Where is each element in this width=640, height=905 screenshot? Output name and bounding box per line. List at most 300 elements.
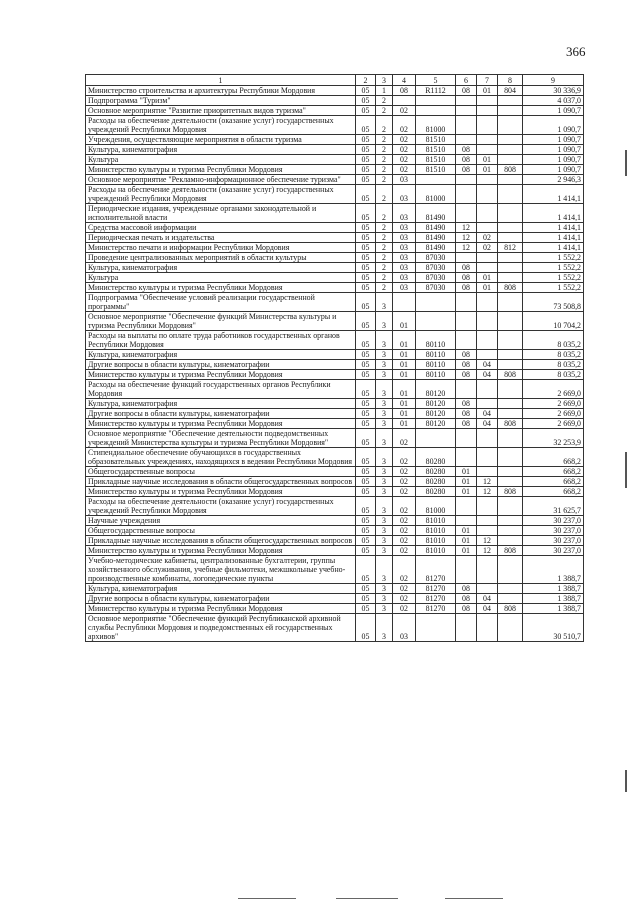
row-amount: 668,2 — [523, 477, 584, 487]
code-subsection: 04 — [477, 360, 498, 370]
code-measure: 08 — [393, 86, 416, 96]
table-row — [86, 556, 584, 584]
row-amount: 668,2 — [523, 487, 584, 497]
code-subsection — [477, 526, 498, 536]
code-subprogram: 3 — [376, 477, 393, 487]
table-row — [86, 467, 584, 477]
code-direction — [416, 312, 456, 331]
code-measure: 02 — [393, 497, 416, 516]
code-subsection — [477, 312, 498, 331]
code-gp: 05 — [356, 350, 376, 360]
code-ministry: 804 — [498, 86, 523, 96]
row-name: Расходы на обеспечение деятельности (оказание услуг) государственных учреждений Республики Мордовия — [86, 497, 356, 516]
code-subprogram: 3 — [376, 419, 393, 429]
table-row — [86, 223, 584, 233]
code-section: 08 — [456, 399, 477, 409]
code-direction: 81490 — [416, 243, 456, 253]
table-row — [86, 155, 584, 165]
row-amount: 1 552,2 — [523, 273, 584, 283]
code-subprogram: 3 — [376, 467, 393, 477]
code-subsection: 04 — [477, 604, 498, 614]
code-subprogram: 3 — [376, 556, 393, 584]
row-name: Учебно-методические кабинеты, централизованные бухгалтерии, группы хозяйственного обслуживания, учебные фильмотеки, межшкольные учебно-производственные комбинаты, логопедические пункты — [86, 556, 356, 584]
table-header-row — [86, 75, 584, 86]
row-name: Проведение централизованных мероприятий в области культуры — [86, 253, 356, 263]
code-subprogram: 3 — [376, 350, 393, 360]
code-subsection: 01 — [477, 283, 498, 293]
code-subprogram: 3 — [376, 584, 393, 594]
code-subsection: 12 — [477, 487, 498, 497]
row-amount: 1 388,7 — [523, 594, 584, 604]
row-amount: 30 237,0 — [523, 546, 584, 556]
code-ministry — [498, 477, 523, 487]
code-measure: 01 — [393, 380, 416, 399]
row-name: Министерство культуры и туризма Республики Мордовия — [86, 370, 356, 380]
row-name: Министерство культуры и туризма Республики Мордовия — [86, 419, 356, 429]
code-gp: 05 — [356, 185, 376, 204]
code-measure: 02 — [393, 546, 416, 556]
table-row — [86, 96, 584, 106]
code-direction — [416, 429, 456, 448]
code-ministry — [498, 233, 523, 243]
code-direction: 87030 — [416, 253, 456, 263]
row-name: Другие вопросы в области культуры, кинематографии — [86, 594, 356, 604]
code-subsection — [477, 106, 498, 116]
row-name: Культура, кинематография — [86, 145, 356, 155]
code-measure: 03 — [393, 614, 416, 642]
code-ministry — [498, 293, 523, 312]
code-gp: 05 — [356, 96, 376, 106]
code-direction — [416, 175, 456, 185]
row-name: Расходы на обеспечение деятельности (оказание услуг) государственных учреждений Республики Мордовия — [86, 185, 356, 204]
bottom-rule — [336, 898, 398, 899]
code-direction: 87030 — [416, 263, 456, 273]
row-amount: 1 552,2 — [523, 283, 584, 293]
row-name: Культура, кинематография — [86, 584, 356, 594]
table-row — [86, 243, 584, 253]
code-section: 08 — [456, 145, 477, 155]
code-measure: 02 — [393, 604, 416, 614]
code-subprogram: 1 — [376, 86, 393, 96]
code-subsection — [477, 223, 498, 233]
row-amount: 1 414,1 — [523, 233, 584, 243]
code-measure: 02 — [393, 487, 416, 497]
code-gp: 05 — [356, 448, 376, 467]
code-measure: 02 — [393, 135, 416, 145]
table-row — [86, 293, 584, 312]
code-subsection — [477, 293, 498, 312]
row-name: Министерство культуры и туризма Республики Мордовия — [86, 546, 356, 556]
code-section — [456, 253, 477, 263]
row-name: Культура, кинематография — [86, 263, 356, 273]
table-row — [86, 273, 584, 283]
code-gp: 05 — [356, 331, 376, 350]
code-ministry — [498, 516, 523, 526]
code-subsection — [477, 448, 498, 467]
table-row — [86, 516, 584, 526]
code-measure: 01 — [393, 409, 416, 419]
column-header-7: 7 — [477, 75, 498, 86]
code-measure: 01 — [393, 360, 416, 370]
code-gp: 05 — [356, 604, 376, 614]
table-row — [86, 536, 584, 546]
column-header-1: 1 — [86, 75, 356, 86]
code-subsection — [477, 135, 498, 145]
code-gp: 05 — [356, 536, 376, 546]
code-ministry — [498, 614, 523, 642]
code-subsection: 02 — [477, 233, 498, 243]
row-name: Основное мероприятие "Развитие приоритетных видов туризма" — [86, 106, 356, 116]
code-subsection — [477, 399, 498, 409]
code-subsection: 01 — [477, 155, 498, 165]
code-subsection — [477, 253, 498, 263]
code-direction: 81270 — [416, 594, 456, 604]
row-name: Прикладные научные исследования в области общегосударственных вопросов — [86, 536, 356, 546]
code-subsection: 01 — [477, 273, 498, 283]
code-gp: 05 — [356, 145, 376, 155]
table-row — [86, 116, 584, 135]
code-section — [456, 116, 477, 135]
code-subprogram: 3 — [376, 409, 393, 419]
code-subprogram: 3 — [376, 312, 393, 331]
code-gp: 05 — [356, 370, 376, 380]
code-section — [456, 331, 477, 350]
code-subsection — [477, 516, 498, 526]
column-header-9: 9 — [523, 75, 584, 86]
code-subsection — [477, 467, 498, 477]
code-measure: 02 — [393, 556, 416, 584]
bottom-rule — [238, 898, 296, 899]
code-section — [456, 516, 477, 526]
code-ministry — [498, 594, 523, 604]
code-gp: 05 — [356, 175, 376, 185]
code-gp: 05 — [356, 293, 376, 312]
row-amount: 2 669,0 — [523, 409, 584, 419]
code-direction: 81000 — [416, 497, 456, 516]
row-amount: 1 090,7 — [523, 165, 584, 175]
code-ministry: 812 — [498, 243, 523, 253]
code-measure — [393, 293, 416, 312]
code-direction: 81000 — [416, 116, 456, 135]
code-measure: 02 — [393, 145, 416, 155]
code-ministry: 808 — [498, 604, 523, 614]
row-amount: 30 237,0 — [523, 526, 584, 536]
row-amount: 30 336,9 — [523, 86, 584, 96]
code-subprogram: 2 — [376, 135, 393, 145]
row-amount: 4 037,0 — [523, 96, 584, 106]
row-name: Министерство культуры и туризма Республики Мордовия — [86, 487, 356, 497]
code-gp: 05 — [356, 419, 376, 429]
row-amount: 668,2 — [523, 448, 584, 467]
code-gp: 05 — [356, 546, 376, 556]
row-amount: 30 510,7 — [523, 614, 584, 642]
bottom-rule — [445, 898, 503, 899]
code-measure: 03 — [393, 233, 416, 243]
code-gp: 05 — [356, 467, 376, 477]
code-ministry — [498, 312, 523, 331]
row-name: Подпрограмма "Обеспечение условий реализации государственной программы" — [86, 293, 356, 312]
code-ministry — [498, 350, 523, 360]
code-direction: 81510 — [416, 155, 456, 165]
code-measure: 02 — [393, 165, 416, 175]
code-subprogram: 2 — [376, 243, 393, 253]
code-measure: 01 — [393, 350, 416, 360]
row-amount: 31 625,7 — [523, 497, 584, 516]
code-direction — [416, 96, 456, 106]
row-name: Культура — [86, 155, 356, 165]
row-amount: 1 090,7 — [523, 135, 584, 145]
column-header-6: 6 — [456, 75, 477, 86]
row-amount: 668,2 — [523, 467, 584, 477]
table-row — [86, 380, 584, 399]
code-gp: 05 — [356, 135, 376, 145]
code-measure: 02 — [393, 155, 416, 165]
code-measure: 03 — [393, 283, 416, 293]
row-amount: 30 237,0 — [523, 516, 584, 526]
code-subsection: 12 — [477, 477, 498, 487]
column-header-5: 5 — [416, 75, 456, 86]
code-direction: 80280 — [416, 467, 456, 477]
code-measure: 02 — [393, 477, 416, 487]
table-row — [86, 175, 584, 185]
code-subprogram: 2 — [376, 263, 393, 273]
row-amount: 8 035,2 — [523, 350, 584, 360]
row-amount: 8 035,2 — [523, 331, 584, 350]
code-subprogram: 3 — [376, 546, 393, 556]
table-row — [86, 360, 584, 370]
row-name: Подпрограмма "Туризм" — [86, 96, 356, 106]
code-gp: 05 — [356, 165, 376, 175]
code-subsection: 04 — [477, 370, 498, 380]
table-row — [86, 185, 584, 204]
code-direction: 80110 — [416, 331, 456, 350]
code-section: 01 — [456, 477, 477, 487]
code-ministry — [498, 135, 523, 145]
code-direction: 81000 — [416, 185, 456, 204]
code-section: 08 — [456, 409, 477, 419]
code-section: 12 — [456, 243, 477, 253]
row-name: Другие вопросы в области культуры, кинематографии — [86, 409, 356, 419]
code-gp: 05 — [356, 263, 376, 273]
code-section: 01 — [456, 536, 477, 546]
code-direction — [416, 614, 456, 642]
code-direction: 81510 — [416, 165, 456, 175]
code-direction: 80280 — [416, 487, 456, 497]
code-direction — [416, 293, 456, 312]
table-row — [86, 135, 584, 145]
code-gp: 05 — [356, 155, 376, 165]
code-section — [456, 556, 477, 584]
code-direction: 81490 — [416, 233, 456, 243]
code-gp: 05 — [356, 223, 376, 233]
code-ministry — [498, 448, 523, 467]
code-gp: 05 — [356, 497, 376, 516]
table-row — [86, 429, 584, 448]
code-subsection: 01 — [477, 86, 498, 96]
row-amount: 1 090,7 — [523, 106, 584, 116]
code-direction: 81010 — [416, 516, 456, 526]
code-section — [456, 429, 477, 448]
table-row — [86, 86, 584, 96]
row-amount: 1 414,1 — [523, 243, 584, 253]
code-subsection — [477, 497, 498, 516]
row-name: Учреждения, осуществляющие мероприятия в области туризма — [86, 135, 356, 145]
code-subsection: 02 — [477, 243, 498, 253]
row-amount: 1 552,2 — [523, 263, 584, 273]
row-amount: 2 669,0 — [523, 399, 584, 409]
row-name: Министерство строительства и архитектуры Республики Мордовия — [86, 86, 356, 96]
row-name: Другие вопросы в области культуры, кинематографии — [86, 360, 356, 370]
code-subprogram: 3 — [376, 497, 393, 516]
code-subprogram: 2 — [376, 96, 393, 106]
row-name: Основное мероприятие "Рекламно-информационное обеспечение туризма" — [86, 175, 356, 185]
row-name: Прикладные научные исследования в области общегосударственных вопросов — [86, 477, 356, 487]
column-header-2: 2 — [356, 75, 376, 86]
code-ministry — [498, 116, 523, 135]
code-ministry — [498, 155, 523, 165]
code-ministry — [498, 145, 523, 155]
table-row — [86, 487, 584, 497]
table-row — [86, 204, 584, 223]
code-measure: 01 — [393, 331, 416, 350]
code-ministry — [498, 253, 523, 263]
code-subprogram: 2 — [376, 145, 393, 155]
code-ministry — [498, 96, 523, 106]
code-gp: 05 — [356, 477, 376, 487]
table-row — [86, 497, 584, 516]
code-measure: 01 — [393, 312, 416, 331]
code-direction: 81510 — [416, 135, 456, 145]
code-subprogram: 2 — [376, 223, 393, 233]
code-gp: 05 — [356, 273, 376, 283]
code-measure: 02 — [393, 106, 416, 116]
code-direction: 87030 — [416, 273, 456, 283]
row-amount: 8 035,2 — [523, 360, 584, 370]
budget-table — [85, 74, 584, 642]
scan-edge-mark — [625, 452, 627, 488]
code-section — [456, 448, 477, 467]
code-subsection — [477, 145, 498, 155]
code-gp: 05 — [356, 86, 376, 96]
code-gp: 05 — [356, 614, 376, 642]
code-subsection — [477, 331, 498, 350]
column-header-4: 4 — [393, 75, 416, 86]
code-ministry — [498, 360, 523, 370]
row-name: Культура, кинематография — [86, 350, 356, 360]
code-measure: 02 — [393, 536, 416, 546]
code-direction: 81270 — [416, 584, 456, 594]
table-row — [86, 546, 584, 556]
code-section — [456, 106, 477, 116]
row-name: Расходы на выплаты по оплате труда работников государственных органов Республики Мордовия — [86, 331, 356, 350]
code-subprogram: 3 — [376, 526, 393, 536]
row-amount: 32 253,9 — [523, 429, 584, 448]
code-gp: 05 — [356, 516, 376, 526]
table-row — [86, 409, 584, 419]
code-subprogram: 2 — [376, 165, 393, 175]
code-section: 08 — [456, 419, 477, 429]
code-section: 08 — [456, 604, 477, 614]
table-body — [86, 86, 584, 642]
code-measure: 03 — [393, 175, 416, 185]
code-section: 08 — [456, 86, 477, 96]
code-ministry — [498, 584, 523, 594]
table-row — [86, 331, 584, 350]
code-subsection — [477, 204, 498, 223]
table-row — [86, 399, 584, 409]
column-header-3: 3 — [376, 75, 393, 86]
code-ministry — [498, 399, 523, 409]
code-subsection — [477, 380, 498, 399]
code-gp: 05 — [356, 399, 376, 409]
code-section — [456, 614, 477, 642]
code-subprogram: 3 — [376, 293, 393, 312]
page-number: 366 — [566, 44, 586, 59]
row-amount: 8 035,2 — [523, 370, 584, 380]
row-amount: 1 388,7 — [523, 556, 584, 584]
code-ministry — [498, 380, 523, 399]
code-measure: 03 — [393, 253, 416, 263]
code-subprogram: 2 — [376, 185, 393, 204]
code-section: 08 — [456, 360, 477, 370]
code-section — [456, 497, 477, 516]
code-measure: 02 — [393, 526, 416, 536]
row-name: Культура — [86, 273, 356, 283]
code-direction: 81510 — [416, 145, 456, 155]
code-gp: 05 — [356, 312, 376, 331]
table-row — [86, 604, 584, 614]
column-header-8: 8 — [498, 75, 523, 86]
code-subprogram: 2 — [376, 273, 393, 283]
code-subsection: 04 — [477, 594, 498, 604]
code-gp: 05 — [356, 556, 376, 584]
code-gp: 05 — [356, 204, 376, 223]
table-row — [86, 145, 584, 155]
code-subsection: 12 — [477, 536, 498, 546]
code-measure: 03 — [393, 243, 416, 253]
code-subprogram: 2 — [376, 204, 393, 223]
code-subprogram: 2 — [376, 155, 393, 165]
code-ministry — [498, 526, 523, 536]
code-direction: 80110 — [416, 370, 456, 380]
table-row — [86, 350, 584, 360]
code-section: 08 — [456, 584, 477, 594]
row-amount: 1 414,1 — [523, 185, 584, 204]
code-section: 12 — [456, 223, 477, 233]
row-name: Министерство культуры и туризма Республики Мордовия — [86, 283, 356, 293]
row-amount: 1 414,1 — [523, 204, 584, 223]
code-measure: 02 — [393, 448, 416, 467]
table-row — [86, 594, 584, 604]
row-name: Общегосударственные вопросы — [86, 467, 356, 477]
row-name: Министерство культуры и туризма Республики Мордовия — [86, 604, 356, 614]
code-subprogram: 3 — [376, 604, 393, 614]
scan-edge-mark — [625, 770, 627, 792]
code-direction: 80120 — [416, 419, 456, 429]
code-section — [456, 175, 477, 185]
row-amount: 1 090,7 — [523, 145, 584, 155]
code-subsection — [477, 429, 498, 448]
code-direction: 81490 — [416, 223, 456, 233]
table-row — [86, 263, 584, 273]
code-section: 01 — [456, 467, 477, 477]
row-name: Средства массовой информации — [86, 223, 356, 233]
code-direction: 80120 — [416, 399, 456, 409]
row-name: Стипендиальное обеспечение обучающихся в государственных образовательных учреждениях, находящихся в ведении Республики Мордовия — [86, 448, 356, 467]
code-section: 08 — [456, 155, 477, 165]
code-measure: 02 — [393, 594, 416, 604]
row-amount: 2 669,0 — [523, 380, 584, 399]
